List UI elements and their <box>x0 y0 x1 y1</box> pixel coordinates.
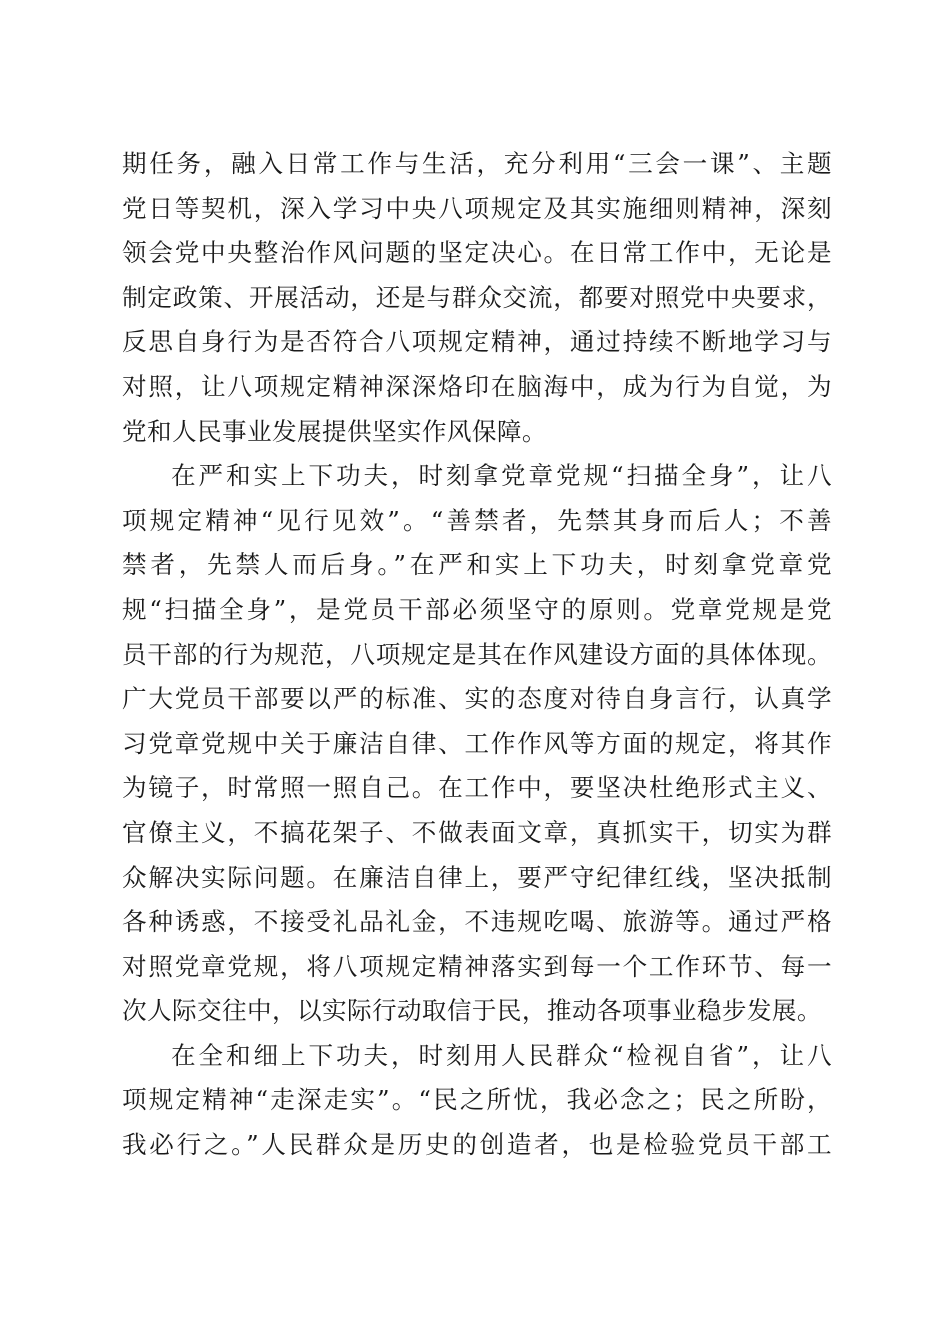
text-line: 广大党员干部要以严的标准、实的态度对待自身言行，认真学 <box>122 684 832 714</box>
text-line: 项规定精神“走深走实”。“民之所忧，我必念之；民之所盼， <box>122 1085 832 1115</box>
text-line: 对照，让八项规定精神深深烙印在脑海中，成为行为自觉，为 <box>122 371 832 401</box>
text-line: 党和人民事业发展提供坚实作风保障。 <box>122 416 547 446</box>
text-line: 各种诱惑，不接受礼品礼金，不违规吃喝、旅游等。通过严格 <box>122 907 832 937</box>
text-line: 项规定精神“见行见效”。“善禁者，先禁其身而后人；不善 <box>122 505 832 535</box>
text-line: 禁者，先禁人而后身。”在严和实上下功夫，时刻拿党章党 <box>122 550 832 580</box>
text-line: 规“扫描全身”，是党员干部必须坚守的原则。党章党规是党 <box>122 594 832 624</box>
text-line: 反思自身行为是否符合八项规定精神，通过持续不断地学习与 <box>122 327 832 357</box>
text-line: 在全和细上下功夫，时刻用人民群众“检视自省”，让八 <box>171 1040 832 1070</box>
text-line: 期任务，融入日常工作与生活，充分利用“三会一课”、主题 <box>122 149 832 178</box>
text-line: 领会党中央整治作风问题的坚定决心。在日常工作中，无论是 <box>122 238 832 268</box>
text-line: 众解决实际问题。在廉洁自律上，要严守纪律红线，坚决抵制 <box>122 862 832 892</box>
text-line: 官僚主义，不搞花架子、不做表面文章，真抓实干，切实为群 <box>122 817 832 847</box>
text-line: 次人际交往中，以实际行动取信于民，推动各项事业稳步发展。 <box>122 996 822 1026</box>
text-line: 制定政策、开展活动，还是与群众交流，都要对照党中央要求， <box>122 282 832 312</box>
text-line: 党日等契机，深入学习中央八项规定及其实施细则精神，深刻 <box>122 193 832 223</box>
text-line: 习党章党规中关于廉洁自律、工作作风等方面的规定，将其作 <box>122 728 832 758</box>
text-line: 员干部的行为规范，八项规定是其在作风建设方面的具体体现。 <box>122 639 832 669</box>
text-line: 在严和实上下功夫，时刻拿党章党规“扫描全身”，让八 <box>171 461 832 491</box>
body-text <box>122 142 832 1168</box>
text-line: 我必行之。”人民群众是历史的创造者，也是检验党员干部工 <box>122 1130 832 1160</box>
text-line: 对照党章党规，将八项规定精神落实到每一个工作环节、每一 <box>122 951 832 981</box>
text-line: 为镜子，时常照一照自己。在工作中，要坚决杜绝形式主义、 <box>122 773 832 803</box>
